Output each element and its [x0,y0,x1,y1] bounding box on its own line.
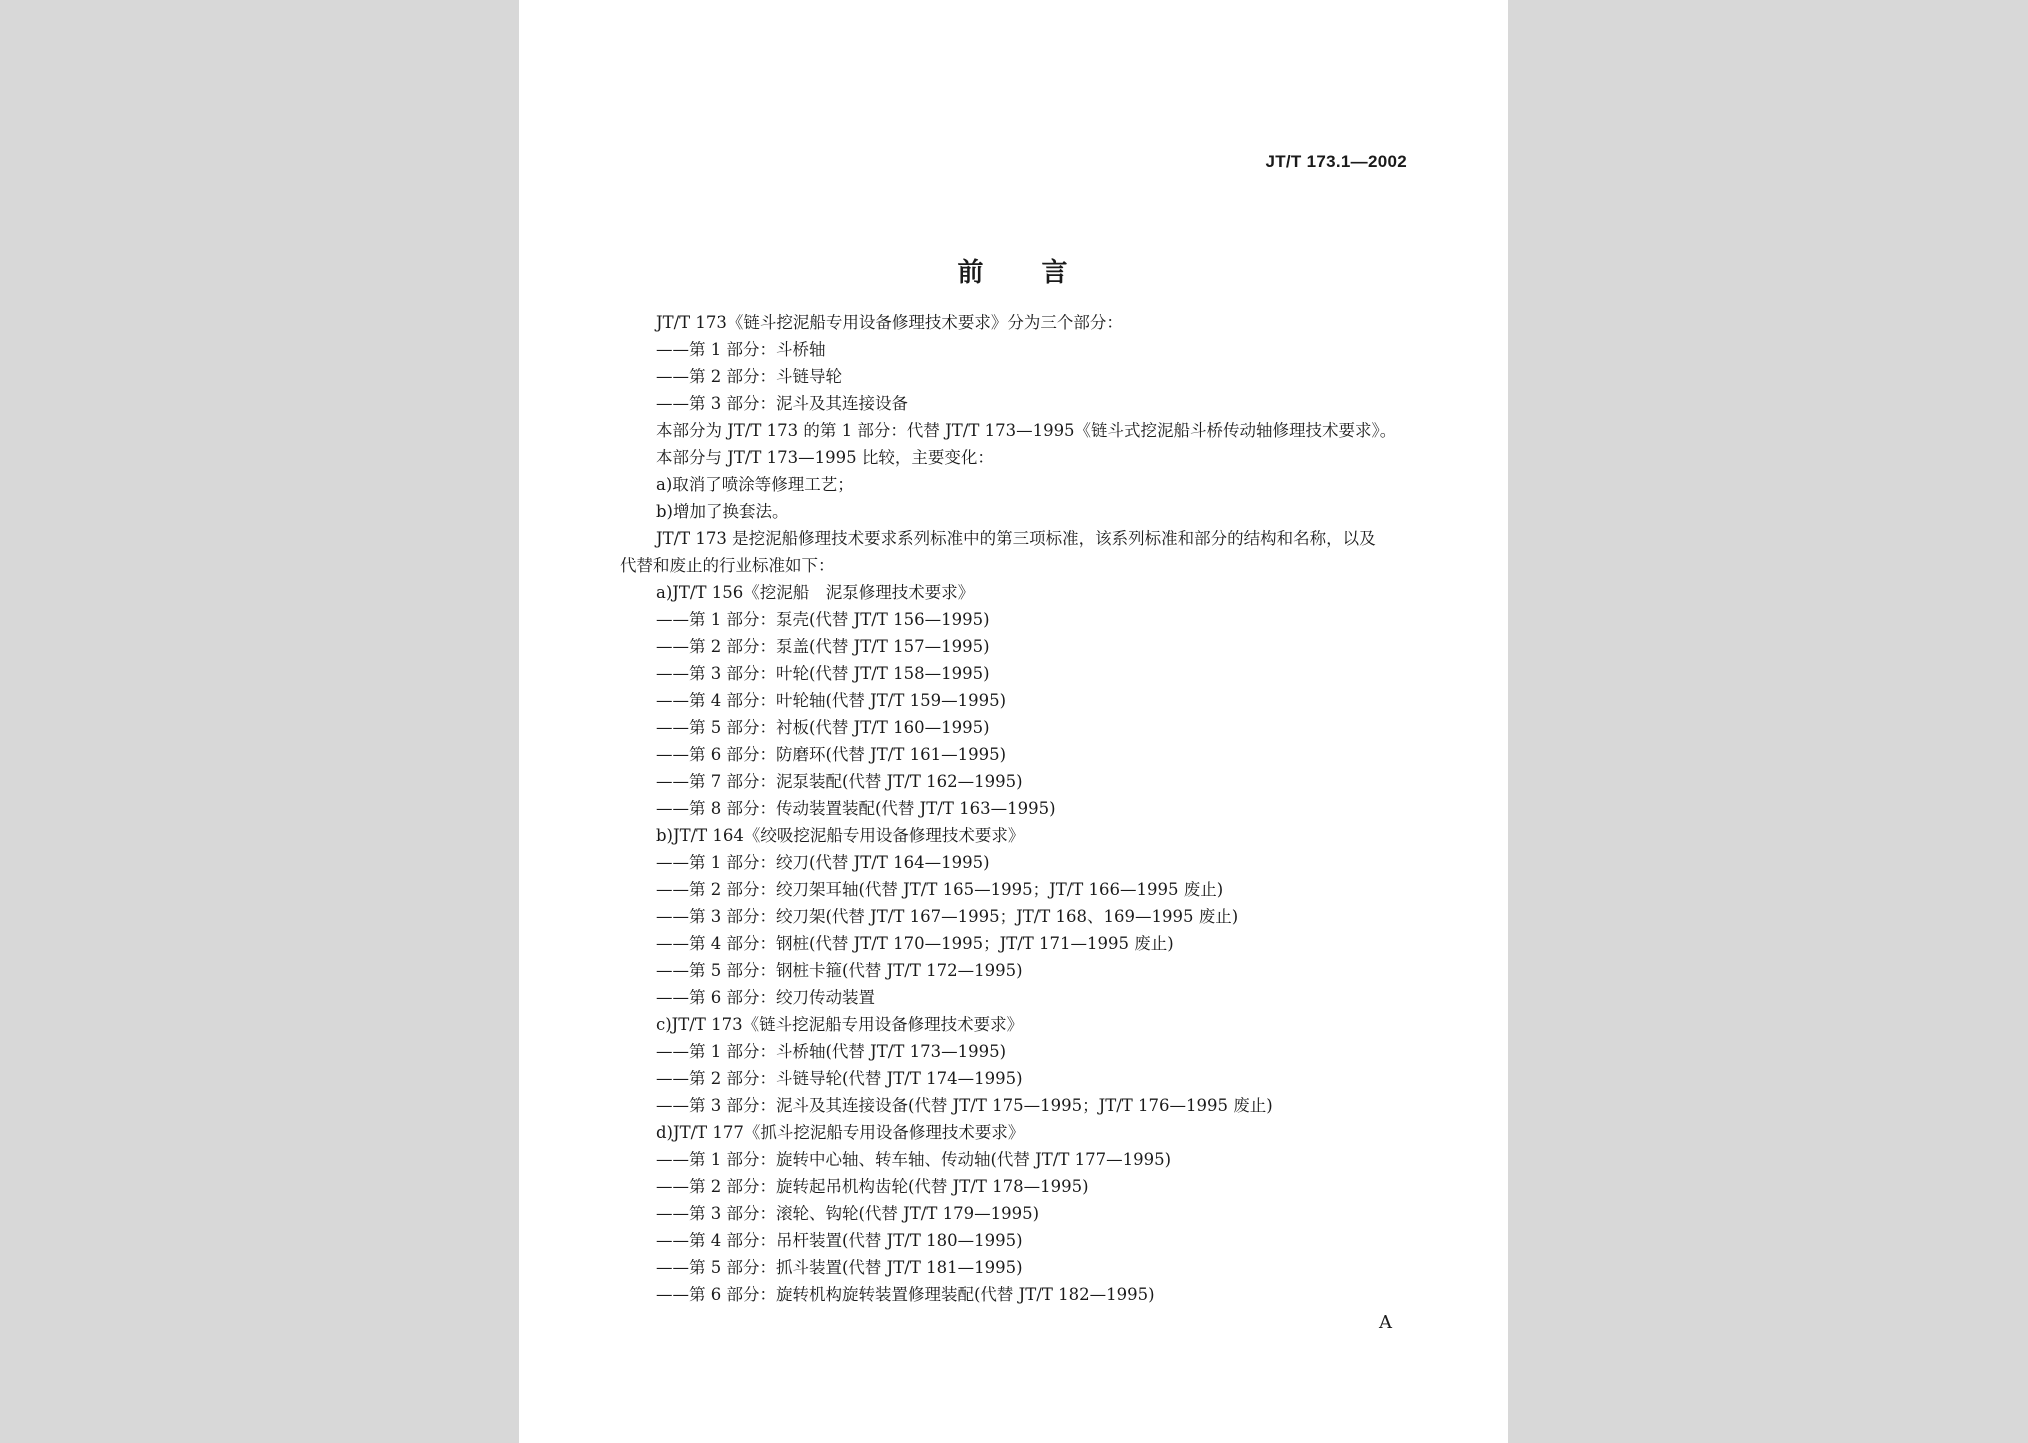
text-line: ——第 3 部分：叶轮(代替 JT/T 158—1995) [656,664,990,683]
text-line: ——第 4 部分：吊杆装置(代替 JT/T 180—1995) [656,1231,1023,1250]
text-line: ——第 5 部分：衬板(代替 JT/T 160—1995) [656,718,990,737]
text-line: ——第 3 部分：泥斗及其连接设备(代替 JT/T 175—1995；JT/T 176—1995 废止) [656,1096,1273,1115]
page-number: A [1379,1312,1392,1333]
text-line: ——第 4 部分：叶轮轴(代替 JT/T 159—1995) [656,691,1007,710]
text-line: ——第 2 部分：斗链导轮(代替 JT/T 174—1995) [656,1069,1023,1088]
text-line: ——第 1 部分：斗桥轴 [656,340,826,359]
text-line: d)JT/T 177《抓斗挖泥船专用设备修理技术要求》 [656,1123,1025,1142]
text-line: ——第 1 部分：旋转中心轴、转车轴、传动轴(代替 JT/T 177—1995) [656,1150,1172,1169]
text-line: ——第 1 部分：斗桥轴(代替 JT/T 173—1995) [656,1042,1007,1061]
page-title [519,252,1508,289]
standard-code: JT/T 173.1—2002 [1265,152,1407,171]
text-line: JT/T 173《链斗挖泥船专用设备修理技术要求》分为三个部分： [656,313,1123,332]
text-line: ——第 3 部分：泥斗及其连接设备 [656,394,908,413]
text-line: ——第 5 部分：抓斗装置(代替 JT/T 181—1995) [656,1258,1023,1277]
title-char-2: 言 [1041,258,1070,288]
title-char-1: 前 [957,258,986,288]
text-line: ——第 2 部分：斗链导轮 [656,367,842,386]
text-line: ——第 8 部分：传动装置装配(代替 JT/T 163—1995) [656,799,1056,818]
text-line: ——第 6 部分：绞刀传动装置 [656,988,875,1007]
text-line: ——第 2 部分：泵盖(代替 JT/T 157—1995) [656,637,990,656]
text-line: b)JT/T 164《绞吸挖泥船专用设备修理技术要求》 [656,826,1025,845]
text-line: JT/T 173 是挖泥船修理技术要求系列标准中的第三项标准，该系列标准和部分的结构和名称，以及 [656,529,1376,548]
text-line: a)JT/T 156《挖泥船 泥泵修理技术要求》 [656,583,975,602]
text-line: ——第 2 部分：旋转起吊机构齿轮(代替 JT/T 178—1995) [656,1177,1089,1196]
text-line: ——第 1 部分：绞刀(代替 JT/T 164—1995) [656,853,990,872]
text-line: b)增加了换套法。 [656,502,789,521]
text-line: ——第 1 部分：泵壳(代替 JT/T 156—1995) [656,610,990,629]
text-line: c)JT/T 173《链斗挖泥船专用设备修理技术要求》 [656,1015,1024,1034]
text-line: ——第 2 部分：绞刀架耳轴(代替 JT/T 165—1995；JT/T 166—1995 废止) [656,880,1224,899]
text-line: ——第 6 部分：防磨环(代替 JT/T 161—1995) [656,745,1007,764]
text-line: ——第 5 部分：钢桩卡箍(代替 JT/T 172—1995) [656,961,1023,980]
text-line: ——第 3 部分：滚轮、钩轮(代替 JT/T 179—1995) [656,1204,1040,1223]
text-line: 本部分与 JT/T 173—1995 比较，主要变化： [656,448,994,467]
text-line: ——第 7 部分：泥泵装配(代替 JT/T 162—1995) [656,772,1023,791]
text-line: 本部分为 JT/T 173 的第 1 部分：代替 JT/T 173—1995《链斗式挖泥船斗桥传动轴修理技术要求》。 [656,421,1397,440]
document-page [519,0,1508,1443]
text-line: ——第 3 部分：绞刀架(代替 JT/T 167—1995；JT/T 168、169—1995 废止) [656,907,1239,926]
text-line: ——第 6 部分：旋转机构旋转装置修理装配(代替 JT/T 182—1995) [656,1285,1155,1304]
text-line: ——第 4 部分：钢桩(代替 JT/T 170—1995；JT/T 171—1995 废止) [656,934,1174,953]
document-body [620,309,1440,1308]
text-line: 代替和废止的行业标准如下： [620,556,835,575]
text-line: a)取消了喷涂等修理工艺； [656,475,854,494]
